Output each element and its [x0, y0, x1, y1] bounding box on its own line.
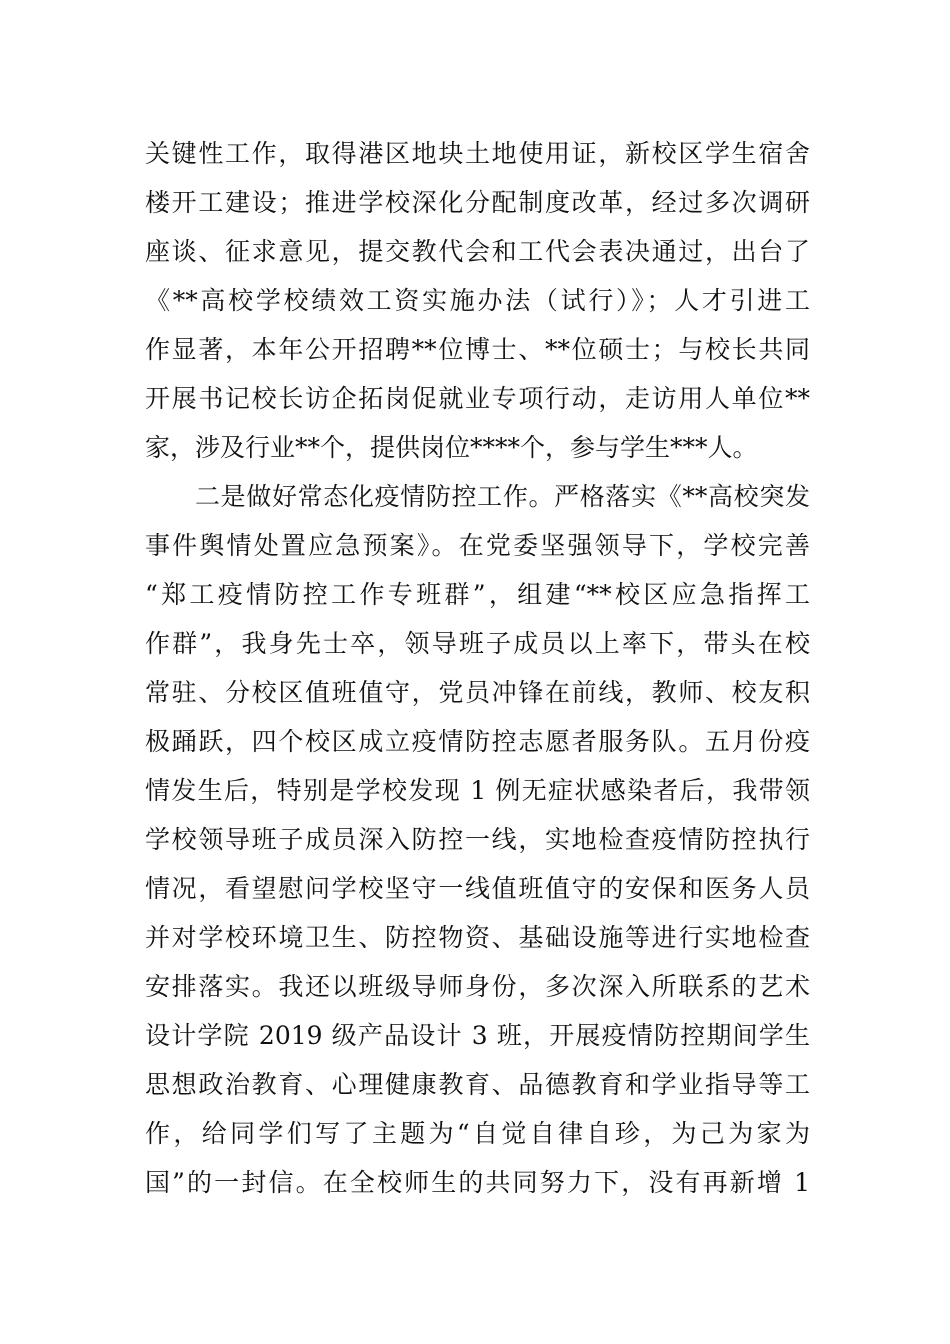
text-line: 设计学院 2019 级产品设计 3 班，开展疫情防控期间学生	[145, 1021, 810, 1050]
text-line: 开展书记校长访企拓岗促就业专项行动，走访用人单位**	[145, 384, 810, 413]
text-line: 座谈、征求意见，提交教代会和工代会表决通过，出台了	[145, 237, 810, 266]
text-line: 作群”，我身先士卒，领导班子成员以上率下，带头在校	[145, 629, 810, 658]
text-line: 情发生后，特别是学校发现 1 例无症状感染者后，我带领	[145, 776, 810, 805]
text-line: 家，涉及行业**个，提供岗位****个，参与学生***人。	[145, 433, 758, 462]
text-line: 学校领导班子成员深入防控一线，实地检查疫情防控执行	[145, 825, 810, 854]
text-line: 国”的一封信。在全校师生的共同努力下，没有再新增 1	[145, 1168, 810, 1197]
text-line: 极踊跃，四个校区成立疫情防控志愿者服务队。五月份疫	[145, 727, 810, 756]
text-line: 关键性工作，取得港区地块土地使用证，新校区学生宿舍	[145, 139, 810, 168]
text-line: 事件舆情处置应急预案》。在党委坚强领导下，学校完善	[145, 531, 810, 560]
text-line: “郑工疫情防控工作专班群”，组建“**校区应急指挥工	[145, 580, 810, 609]
text-line: 楼开工建设；推进学校深化分配制度改革，经过多次调研	[145, 188, 810, 217]
text-line: 情况，看望慰问学校坚守一线值班值守的安保和医务人员	[145, 874, 810, 903]
text-line: 作显著，本年公开招聘**位博士、**位硕士；与校长共同	[145, 335, 810, 364]
text-line: 安排落实。我还以班级导师身份，多次深入所联系的艺术	[145, 972, 810, 1001]
text-line: 作，给同学们写了主题为“自觉自律自珍，为己为家为	[145, 1119, 810, 1148]
text-line: 常驻、分校区值班值守，党员冲锋在前线，教师、校友积	[145, 678, 810, 707]
text-line: 《**高校学校绩效工资实施办法（试行）》；人才引进工	[145, 286, 810, 315]
text-line: 思想政治教育、心理健康教育、品德教育和学业指导等工	[145, 1070, 810, 1099]
text-line: 并对学校环境卫生、防控物资、基础设施等进行实地检查	[145, 923, 810, 952]
paragraph-first-line: 二是做好常态化疫情防控工作。严格落实《**高校突发	[195, 482, 810, 511]
